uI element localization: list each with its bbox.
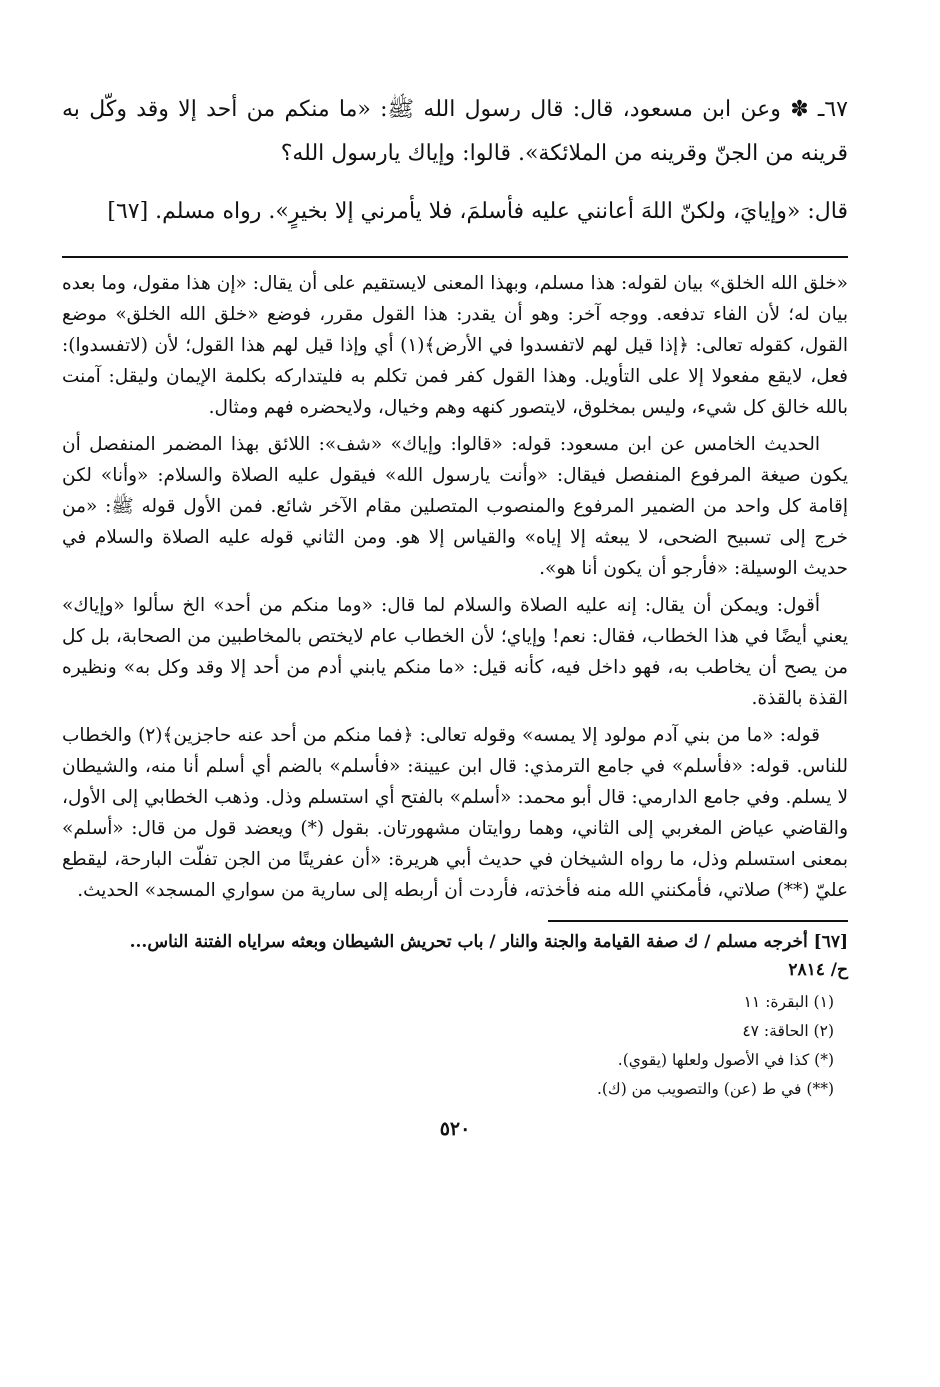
book-page: [62, 88, 848, 1140]
footnote-reference-number: ح/ ٢٨١٤: [788, 960, 848, 980]
separator-rule: [62, 256, 848, 258]
footnote-3: (*) كذا في الأصول ولعلها (يقوي).: [617, 1051, 834, 1069]
hadith-paragraph-1: ٦٧ـ ✽ وعن ابن مسعود، قال: قال رسول الله ﷺ: «ما منكم من أحد إلا وقد وكّل به قرينه من الجنّ وقرينه من الملائكة». قالوا: وإياك يارسول الله؟: [62, 97, 848, 166]
hadith-text: [62, 88, 848, 234]
commentary: [62, 268, 848, 906]
footnotes: [62, 928, 848, 1104]
commentary-paragraph-1: «خلق الله الخلق» بيان لقوله: هذا مسلم، وبهذا المعنى لايستقيم على أن يقال: «إن هذا مقول، وما بعده بيان له؛ لأن الفاء تدفعه. ووجه آخر: وهو أن يقدر: هذا القول مقرر، فوضع «خلق الله الخلق» موضع القول، كقوله تعالى: ﴿إذا قيل لهم لاتفسدوا في الأرض﴾(١) أي وإذا قيل لهم هذا القول؛ لأن (لاتفسدوا): فعل، لايقع مفعولا إلا على التأويل. وهذا القول كفر فمن تكلم به فليتداركه بكلمة الإيمان وليقل: آمنت بالله خالق كل شيء، وليس بمخلوق، لايتصور كنهه وهم وخيال، ولايحضره فهم ومثال.: [62, 273, 848, 418]
commentary-paragraph-4: قوله: «ما من بني آدم مولود إلا يمسه» وقوله تعالى: ﴿فما منكم من أحد عنه حاجزين﴾(٢) والخطاب للناس. قوله: «فأسلم» في جامع الترمذي: قال ابن عيينة: «فأسلم» بالضم أي أسلم أنا منه، والشيطان لا يسلم. وفي جامع الدارمي: قال أبو محمد: «أسلم» بالفتح أي استسلم وذل. وذهب الخطابي إلى الأول، والقاضي عياض المغربي إلى الثاني، وهما روايتان مشهورتان. بقول (*) ويعضد قول من قال: «أسلم» بمعنى استسلم وذل، ما رواه الشيخان في حديث أبي هريرة: «أن عفريتًا من الجن تفلّت البارحة، ليقطع عليّ (**) صلاتي، فأمكنني الله منه فأخذته، فأردت أن أربطه إلى سارية من سواري المسجد» الحديث.: [62, 725, 848, 901]
footnote-4: (**) في ط (عن) والتصويب من (ك).: [596, 1080, 834, 1098]
page-number: ٥٢٠: [439, 1118, 471, 1140]
footnote-2: (٢) الحاقة: ٤٧: [742, 1022, 834, 1040]
hadith-paragraph-2: قال: «وإيايَ، ولكنّ اللهَ أعانني عليه فأسلمَ، فلا يأمرني إلا بخيرٍ». رواه مسلم. [٦٧]: [107, 199, 848, 224]
commentary-paragraph-3: أقول: ويمكن أن يقال: إنه عليه الصلاة والسلام لما قال: «وما منكم من أحد» الخ سألوا «وإياك» يعني أيضًا في هذا الخطاب، فقال: نعم! وإياي؛ لأن الخطاب عام لايختص بالمخاطبين من الصحابة، بل كل من يصح أن يخاطب به، فهو داخل فيه، كأنه قيل: «ما منكم يابني أدم من أحد إلا وقد وكل به» ونظيره القذة بالقذة.: [62, 595, 848, 709]
footnote-rule: [548, 920, 848, 922]
footnote-reference: [٦٧] أخرجه مسلم / ك صفة القيامة والجنة والنار / باب تحريش الشيطان وبعثه سراياه الفتنة الناس...: [129, 932, 848, 952]
commentary-paragraph-2: الحديث الخامس عن ابن مسعود: قوله: «قالوا: وإياك» «شف»: اللائق بهذا المضمر المنفصل أن يكون صيغة المرفوع المنفصل فيقال: «وأنت يارسول الله» فيقول عليه الصلاة والسلام: «وأنا» لكن إقامة كل واحد من الضمير المرفوع والمنصوب المتصلين مقام الآخر شائع. فمن الأول قوله ﷺ: «من خرج إلى تسبيح الضحى، لا يبعثه إلا إياه» والقياس إلا هو. ومن الثاني قوله عليه الصلاة والسلام في حديث الوسيلة: «فأرجو أن يكون أنا هو».: [62, 434, 848, 579]
footnote-1: (١) البقرة: ١١: [743, 993, 834, 1011]
